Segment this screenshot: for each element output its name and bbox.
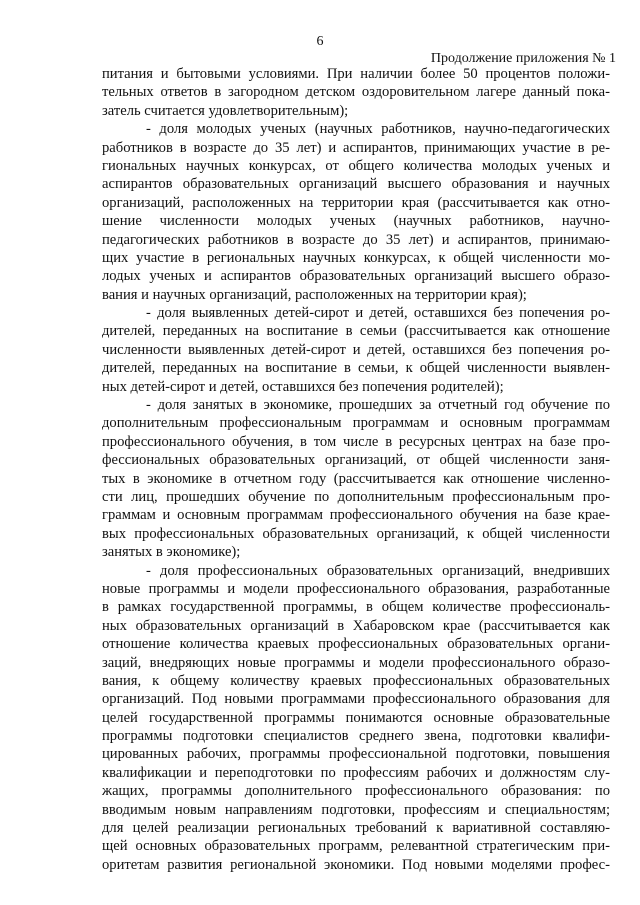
text-line: вания и научных организаций, расположенных на территории края); — [102, 286, 527, 303]
text-line: для целей реализации региональных требований к вариативной составляю- — [102, 820, 610, 837]
text-line: тых в экономике в отчетном году (рассчитывается как отношение численно- — [102, 470, 610, 487]
text-line: новые программы и модели профессионального образования, разработанные — [102, 580, 610, 597]
text-line: вых профессиональных образовательных организаций, к общей численности — [102, 525, 610, 542]
text-line: затель считается удовлетворительным); — [102, 102, 349, 119]
text-line: аспирантов образовательных организаций высшего образования и научных — [102, 176, 610, 193]
text-line: цированных рабочих, программы профессиональной подготовки, повышения — [102, 746, 610, 763]
text-line: - доля молодых ученых (научных работников, научно-педагогических — [146, 121, 610, 138]
text-line: педагогических работников в возрасте до 35 лет) и аспирантов, принимаю- — [102, 231, 610, 248]
text-line: работников в возрасте до 35 лет) и аспирантов, принимающих участие в ре- — [102, 139, 610, 156]
text-line: дителей, переданных на воспитание в семьи, к общей численности выявлен- — [102, 360, 610, 377]
text-line: щей основных образовательных программ, релевантной стратегическим при- — [102, 838, 610, 855]
text-line: дителей, переданных на воспитание в семьи (рассчитывается как отношение — [102, 323, 610, 340]
text-line: жащих, программы дополнительного профессионального образования: по — [102, 783, 610, 800]
appendix-note: Продолжение приложения № 1 — [430, 51, 616, 66]
text-line: ных детей-сирот и детей, оставшихся без попечения родителей); — [102, 378, 504, 395]
page-number: 6 — [316, 34, 324, 49]
text-line: - доля занятых в экономике, прошедших за отчетный год обучение по — [146, 397, 610, 414]
text-line: профессионального обучения, в том числе в ресурсных центрах на базе про- — [102, 433, 610, 450]
text-line: вания, к общему количеству краевых профессиональных образовательных — [102, 672, 610, 689]
text-line: - доля профессиональных образовательных организаций, внедривших — [146, 562, 610, 579]
body-text — [102, 65, 610, 874]
text-line: занятых в экономике); — [102, 544, 241, 561]
text-line: квалификации и переподготовки по профессиям рабочих и должностям слу- — [102, 764, 610, 781]
text-line: тельных ответов в загородном детском оздоровительном лагере данный пока- — [102, 84, 610, 101]
text-line: численности выявленных детей-сирот и детей, оставшихся без попечения ро- — [102, 341, 610, 358]
text-line: фессиональных образовательных организаций, от общей численности заня- — [102, 452, 610, 469]
text-line: лодых ученых и аспирантов образовательных организаций высшего образо- — [102, 268, 610, 285]
text-line: отношение количества краевых профессиональных образовательных органи- — [102, 636, 610, 653]
text-line: ных образовательных организаций в Хабаровском крае (рассчитывается как — [102, 617, 610, 634]
text-line: программы подготовки специалистов среднего звена, подготовки квалифи- — [102, 728, 610, 745]
text-line: заций, внедряющих новые программы и модели профессионального образо- — [102, 654, 610, 671]
text-line: в рамках государственной программы, в общем количестве профессиональ- — [102, 599, 610, 616]
text-line: гиональных научных конкурсах, от общего количества молодых ученых и — [102, 157, 610, 174]
text-line: оритетам развития региональной экономики. Под новыми моделями профес- — [102, 856, 610, 873]
text-line: сти лиц, прошедших обучение по дополнительным профессиональным про- — [102, 488, 610, 505]
text-line: питания и бытовыми условиями. При наличии более 50 процентов положи- — [102, 66, 610, 82]
text-line: - доля выявленных детей-сирот и детей, оставшихся без попечения ро- — [146, 305, 610, 322]
text-line: граммам и основным программам профессионального обучения на базе крае- — [102, 507, 610, 524]
text-line: вводимым новым направлениям подготовки, профессиям и специальностям; — [102, 801, 610, 818]
text-line: целей государственной программы понимаются основные образовательные — [102, 709, 610, 726]
text-line: организаций. Под новыми программами профессионального образования для — [102, 691, 610, 708]
text-line: организаций, расположенных на территории края (рассчитывается как отно- — [102, 194, 610, 211]
text-line: дополнительным профессиональным программам и основным программам — [102, 415, 610, 432]
text-line: шение численности молодых ученых (научных работников, научно- — [102, 213, 610, 230]
text-line: щих участие в региональных научных конкурсах, к общей численности мо- — [102, 249, 610, 266]
